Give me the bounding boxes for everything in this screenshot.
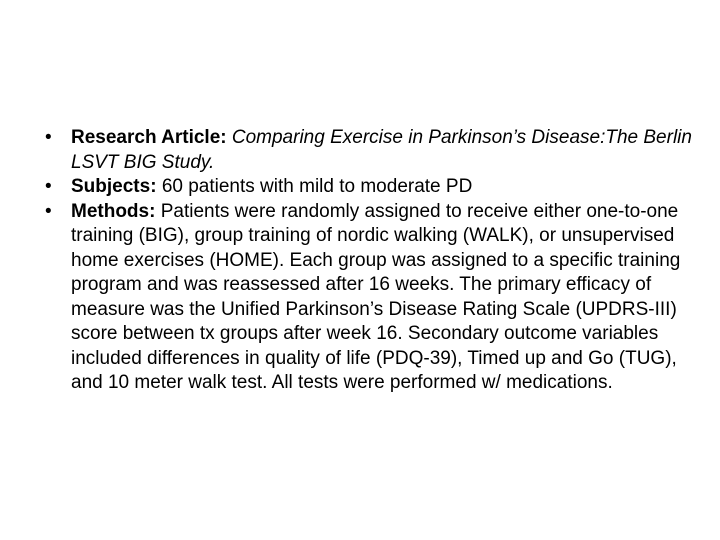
methods-label: Methods: xyxy=(71,200,161,222)
methods-text: Patients were randomly assigned to receive either one-to-one training (BIG), group training of nordic walking (WALK), or unsupervised home exercises (HOME). Each group was assigned to a specific training program and was reassessed after 16 weeks. The primary efficacy of measure was the Unified Parkinson’s Disease Rating Scale (UPDRS-III) score between tx groups after week 16. Secondary outcome variables included differences in quality of life (PDQ-39), Timed up and Go (TUG), and 10 meter walk test. All tests were performed w/ medications. xyxy=(71,200,681,393)
bullet-dot-icon: • xyxy=(45,200,52,222)
bullet-methods xyxy=(40,200,700,396)
bullet-dot-icon: • xyxy=(45,127,52,148)
bullet-list xyxy=(40,126,700,396)
bullet-dot-icon: • xyxy=(45,176,52,197)
subjects-label: Subjects: xyxy=(71,176,162,197)
research-article-label: Research Article: xyxy=(71,127,232,148)
slide-content xyxy=(40,126,700,396)
bullet-research-article xyxy=(40,126,700,175)
bullet-subjects xyxy=(40,175,700,200)
research-article-title: Comparing Exercise in Parkinson’s Disease:The Berlin LSVT BIG Study. xyxy=(71,127,692,173)
subjects-text: 60 patients with mild to moderate PD xyxy=(161,176,473,197)
